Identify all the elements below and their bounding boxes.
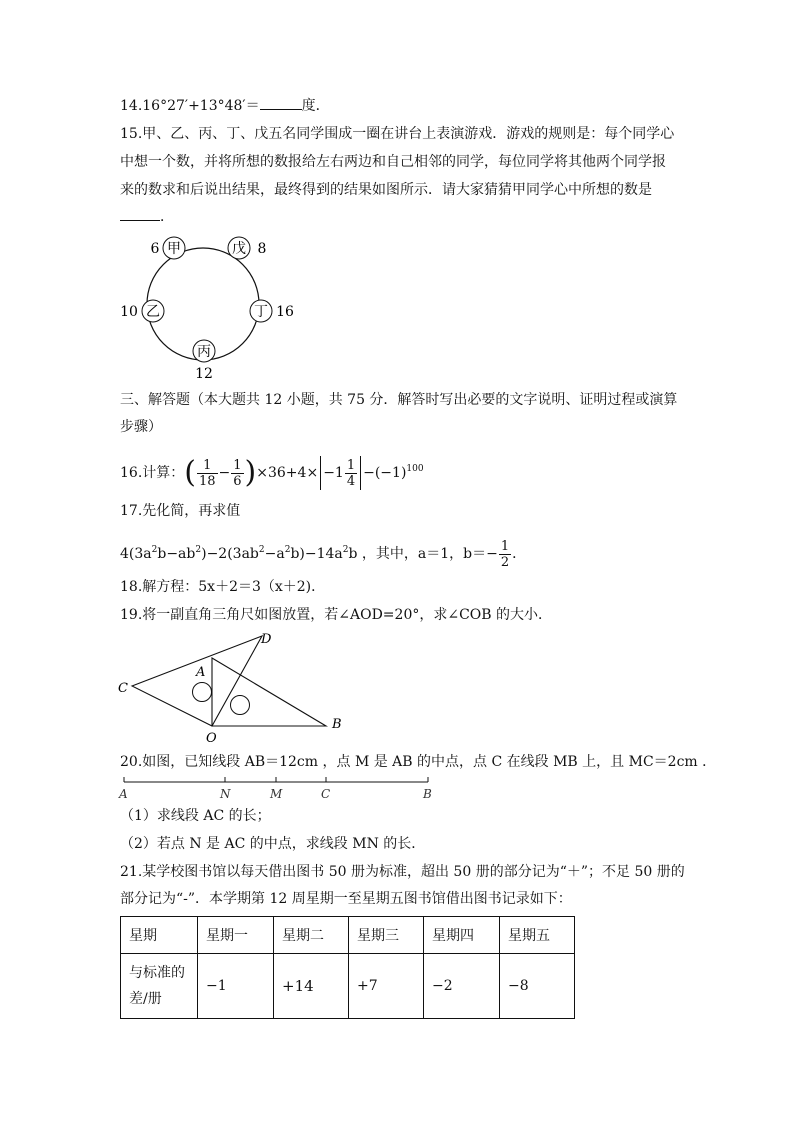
q16-label: 16.计算： — [120, 465, 185, 481]
section-3-heading-line-1: 三、解答题（本大题共 12 小题，共 75 分．解答时写出必要的文字说明、证明过程或演算 — [120, 392, 678, 408]
minus-sign: − — [218, 465, 231, 481]
q17-e6: b ，其中，a＝1，b＝− — [348, 546, 498, 562]
label-b: B — [423, 787, 432, 801]
q16-tail: −(−1) — [363, 465, 407, 481]
table-cell: −1 — [198, 954, 274, 1019]
q15-circle-figure — [110, 228, 310, 388]
q17-e5: b)−14a — [290, 546, 343, 562]
q20-segment-figure — [112, 774, 452, 808]
student-ding — [250, 300, 294, 322]
triangle-aob — [212, 658, 326, 726]
library-record-table — [120, 916, 575, 1019]
label-m: M — [270, 787, 283, 801]
point-label-b: B — [332, 717, 342, 732]
q17-e1: 4(3a — [120, 546, 152, 562]
q17-expression — [120, 530, 526, 570]
table-header-cell: 星期 — [121, 917, 198, 954]
point-label-c: C — [118, 681, 128, 696]
q14-answer-blank — [260, 95, 302, 110]
table-cell: +7 — [349, 954, 424, 1019]
student-bing-value: 12 — [195, 366, 213, 382]
table-cell: +14 — [274, 954, 349, 1019]
student-yi-value: 10 — [120, 304, 138, 320]
q21-line-2: 部分记为“-”．本学期第 12 周星期一至星期五图书馆借出图书记录如下： — [120, 891, 572, 907]
triangle-cod — [132, 636, 262, 726]
table-cell: −2 — [424, 954, 500, 1019]
student-ding-value: 16 — [276, 304, 294, 320]
student-bing — [193, 340, 215, 382]
student-bing-name: 丙 — [197, 344, 211, 360]
frac-num: 1 — [197, 458, 218, 474]
table-header-cell: 星期五 — [500, 917, 575, 954]
q16-abs-whole: −1 — [323, 465, 344, 481]
right-paren: ) — [244, 455, 257, 490]
q21-line-1: 21.某学校图书馆以每天借出图书 50 册为标准，超出 50 册的部分记为“＋”；不足 50 册的 — [120, 864, 685, 880]
student-jia — [151, 237, 185, 259]
q15-answer-line — [120, 206, 174, 227]
q14-text: 14.16°27′+13°48′＝ — [120, 98, 260, 114]
table-header-cell: 星期一 — [198, 917, 274, 954]
frac-den: 18 — [198, 473, 216, 489]
q19-triangle-figure — [112, 628, 352, 748]
fraction-1-2 — [499, 539, 511, 570]
q17-e2: b−ab — [157, 546, 196, 562]
student-jia-value: 6 — [150, 241, 160, 257]
hole-circle-left — [193, 683, 212, 702]
table-header-cell: 星期二 — [274, 917, 349, 954]
student-wu — [228, 237, 266, 259]
student-ding-name: 丁 — [254, 304, 268, 320]
q20-sub-1: （1）求线段 AC 的长； — [120, 808, 271, 824]
student-jia-name: 甲 — [167, 241, 181, 257]
left-paren: ( — [184, 455, 196, 490]
q17-line-1: 17.先化简，再求值 — [120, 503, 241, 519]
q15-line-1: 15.甲、乙、丙、丁、戊五名同学围成一圈在讲台上表演游戏．游戏的规则是：每个同学心 — [120, 126, 675, 142]
student-yi-name: 乙 — [146, 304, 160, 320]
fraction-1-18 — [197, 458, 218, 489]
student-yi — [120, 300, 164, 322]
frac-num: 1 — [500, 538, 510, 554]
q15-end: ． — [160, 209, 174, 225]
label-a: A — [119, 787, 128, 801]
q17-end: ． — [512, 546, 527, 562]
point-label-a: A — [196, 665, 206, 680]
q17-sup: 2 — [284, 545, 291, 555]
table-row-label — [121, 954, 198, 1019]
q20-sub-2: （2）若点 N 是 AC 的中点，求线段 MN 的长． — [120, 836, 426, 852]
fraction-1-4 — [345, 458, 357, 489]
table-row — [121, 954, 575, 1019]
q17-sup: 2 — [258, 545, 265, 555]
frac-num: 1 — [233, 457, 242, 473]
frac-den: 2 — [500, 554, 510, 570]
q15-answer-blank — [120, 206, 160, 221]
abs-bar-right — [360, 456, 361, 490]
q17-sup: 2 — [195, 545, 202, 555]
table-header-row — [121, 917, 575, 954]
table-header-cell: 星期三 — [349, 917, 424, 954]
row-label-line-1: 与标准的 — [129, 965, 185, 981]
q16-mid: ×36+4× — [256, 465, 319, 481]
frac-den: 4 — [346, 473, 356, 489]
label-c: C — [321, 787, 331, 801]
q15-line-3: 来的数求和后说出结果，最终得到的结果如图所示．请大家猜猜甲同学心中所想的数是 — [120, 182, 652, 198]
frac-den: 6 — [233, 473, 242, 489]
point-label-o: O — [206, 731, 217, 746]
q17-e4: −a — [264, 546, 285, 562]
question-14 — [120, 95, 330, 116]
q14-suffix: 度． — [301, 98, 330, 114]
label-n: N — [220, 787, 231, 801]
hole-circle-right — [231, 696, 250, 715]
question-19: 19.将一副直角三角尺如图放置，若∠AOD=20°，求∠COB 的大小． — [120, 607, 553, 623]
table-header-cell: 星期四 — [424, 917, 500, 954]
question-18: 18.解方程：5x＋2＝3（x＋2)． — [120, 579, 326, 595]
point-label-d: D — [261, 632, 272, 647]
abs-bar-left — [320, 456, 321, 490]
frac-num: 1 — [346, 457, 356, 473]
student-wu-value: 8 — [257, 241, 267, 257]
table-cell: −8 — [500, 954, 575, 1019]
section-3-heading-line-2: 步骤） — [120, 419, 162, 435]
question-16 — [120, 446, 424, 492]
q17-e3: )−2(3ab — [201, 546, 259, 562]
q17-sup: 2 — [151, 545, 158, 555]
fraction-1-6 — [231, 458, 243, 489]
row-label-line-2: 差/册 — [129, 991, 162, 1007]
question-20: 20.如图，已知线段 AB＝12cm ，点 M 是 AB 的中点，点 C 在线段 MB 上，且 MC＝2cm ． — [120, 754, 717, 770]
q17-sup: 2 — [342, 545, 349, 555]
student-wu-name: 戊 — [232, 241, 246, 257]
q15-line-2: 中想一个数，并将所想的数报给左右两边和自己相邻的同学，每位同学将其他两个同学报 — [120, 154, 666, 170]
q16-exponent: 100 — [406, 464, 424, 474]
